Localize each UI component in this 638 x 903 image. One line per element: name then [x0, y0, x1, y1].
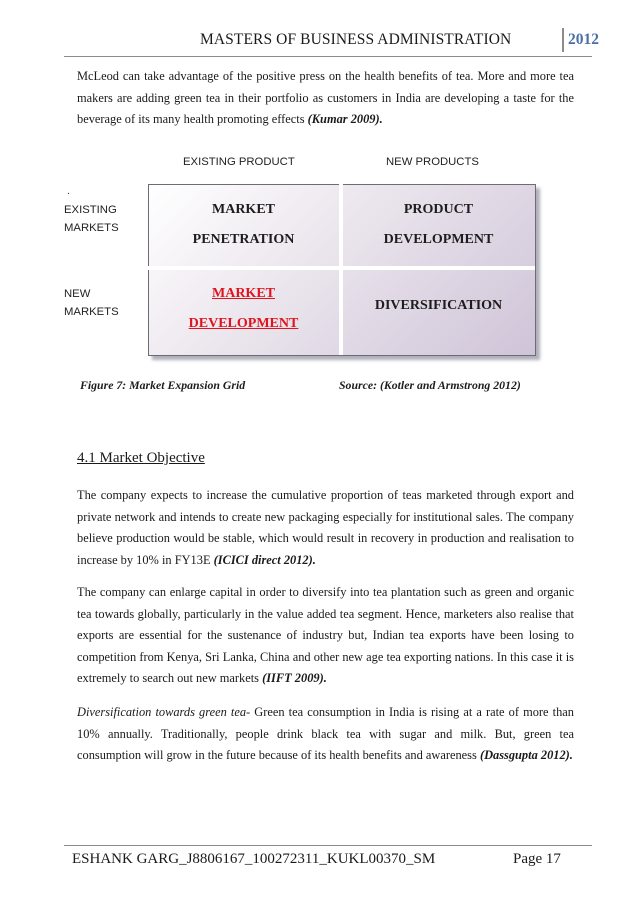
grid-horizontal-divider	[148, 266, 535, 270]
paragraph-text: The company can enlarge capital in order to diversify into tea plantation such as green and organic tea towards globally, particularly in the value added tea segment. Hence, marketers also realise that exports are essential for the sustenance of industry but, Indian tea exports have been losing to competition from Kenya, Sri Lanka, China and other new age tea exporting nations. In this case it is extremely to search out new markets	[77, 585, 574, 686]
cell-line: MARKET	[212, 286, 275, 301]
cell-line: DEVELOPMENT	[188, 316, 299, 331]
footer-rule	[64, 845, 592, 846]
body-paragraph	[77, 702, 574, 767]
row-header-line: MARKETS	[64, 222, 119, 234]
section-heading: 4.1 Market Objective	[77, 450, 205, 466]
header-rule	[64, 56, 592, 57]
cell-line: PRODUCT	[403, 202, 474, 217]
row-header-new-markets	[64, 285, 119, 321]
cell-line: PENETRATION	[192, 232, 295, 247]
header-divider	[562, 28, 564, 52]
footer-author-id: ESHANK GARG_J8806167_100272311_KUKL00370_SM	[72, 851, 436, 867]
cell-market-penetration	[148, 195, 339, 255]
row-header-line: NEW	[64, 288, 91, 300]
page-header-year: 2012	[568, 31, 599, 48]
row-header-existing-markets	[64, 201, 119, 237]
figure-caption: Figure 7: Market Expansion Grid	[80, 378, 246, 392]
cell-product-development	[343, 195, 534, 255]
cell-line: MARKET	[212, 202, 275, 217]
cell-diversification: DIVERSIFICATION	[374, 298, 503, 313]
row-header-line: EXISTING	[64, 204, 117, 216]
figure-source: Source: (Kotler and Armstrong 2012)	[339, 378, 521, 392]
col-header-existing-product: EXISTING PRODUCT	[183, 156, 295, 168]
cell-line: DEVELOPMENT	[383, 232, 494, 247]
paragraph-citation: (IIFT 2009).	[262, 671, 327, 686]
grid-marker: .	[67, 186, 70, 197]
paragraph-text: The company expects to increase the cumulative proportion of teas marketed through export and private network and intends to create new packaging especially for institutional sales. The company believe production would be stable, which would result in recovery in production and realisation to increase by 10% in FY13E	[77, 488, 574, 567]
page-number: Page 17	[513, 851, 561, 867]
body-paragraph	[77, 582, 574, 690]
row-header-line: MARKETS	[64, 306, 119, 318]
intro-paragraph	[77, 66, 574, 131]
cell-market-development	[148, 279, 339, 339]
intro-text: McLeod can take advantage of the positive press on the health benefits of tea. More and more tea makers are adding green tea in their portfolio as customers in India are developing a taste for the beverage of its many health promoting effects	[77, 69, 574, 127]
body-paragraph	[77, 485, 574, 571]
intro-citation: (Kumar 2009).	[307, 112, 383, 127]
page-header-title: MASTERS OF BUSINESS ADMINISTRATION	[200, 31, 512, 48]
paragraph-citation: (ICICI direct 2012).	[213, 552, 316, 567]
paragraph-lead: Diversification towards green tea-	[77, 705, 251, 719]
paragraph-citation: (Dassgupta 2012).	[479, 748, 573, 763]
paragraph-text: Green tea consumption in India is rising at a rate of more than 10% annually. Traditionally, people drink black tea with sugar and milk. But, green tea consumption will grow in the future because of its health benefits and awareness	[77, 705, 574, 763]
col-header-new-products: NEW PRODUCTS	[386, 156, 479, 168]
